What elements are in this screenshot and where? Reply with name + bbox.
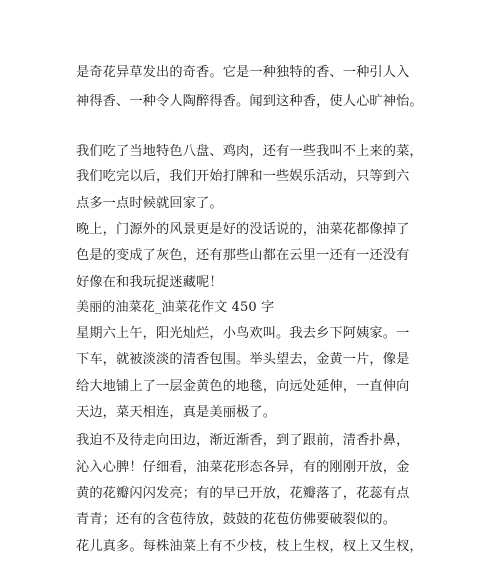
text-line: 沁入心脾！仔细看，油菜花形态各异，有的刚刚开放，金 xyxy=(76,460,410,475)
text-line: 花儿真多。每株油菜上有不少枝，枝上生杈，杈上又生杈， xyxy=(76,539,423,554)
text-line: 下车，就被淡淡的清香包围。举头望去，金黄一片，像是 xyxy=(76,352,410,367)
text-line: 青青；还有的含苞待放，鼓鼓的花苞仿佛要破裂似的。 xyxy=(76,512,397,527)
text-line: 黄的花瓣闪闪发亮；有的早已开放，花瓣落了，花蕊有点 xyxy=(76,486,410,501)
text-line: 我迫不及待走向田边，渐近渐香，到了跟前，清香扑鼻， xyxy=(76,433,410,448)
text-line: 是奇花异草发出的奇香。它是一种独特的香、一种引人入 xyxy=(76,65,410,80)
text-line: 天边，菜天相连，真是美丽极了。 xyxy=(76,405,277,420)
text-line: 晚上，门源外的风景更是好的没话说的，油菜花都像掉了 xyxy=(76,222,410,237)
text-line: 我们吃完以后，我们开始打牌和一些娱乐活动，只等到六 xyxy=(76,169,410,184)
text-line: 神得香、一种令人陶醉得香。闻到这种香，使人心旷神怡。 xyxy=(76,94,423,109)
section-heading: 美丽的油菜花_油菜花作文 450 字 xyxy=(76,300,275,315)
text-line: 好像在和我玩捉迷藏呢！ xyxy=(76,275,223,290)
text-line: 点多一点时候就回家了。 xyxy=(76,196,223,211)
text-line: 星期六上午，阳光灿烂，小鸟欢叫。我去乡下阿姨家。一 xyxy=(76,326,410,341)
text-line: 给大地铺上了一层金黄色的地毯，向远处延伸，一直伸向 xyxy=(76,379,410,394)
text-line: 色是的变成了灰色，还有那些山都在云里一还有一还没有 xyxy=(76,248,410,263)
text-line: 我们吃了当地特色八盘、鸡肉，还有一些我叫不上来的菜， xyxy=(76,144,423,159)
